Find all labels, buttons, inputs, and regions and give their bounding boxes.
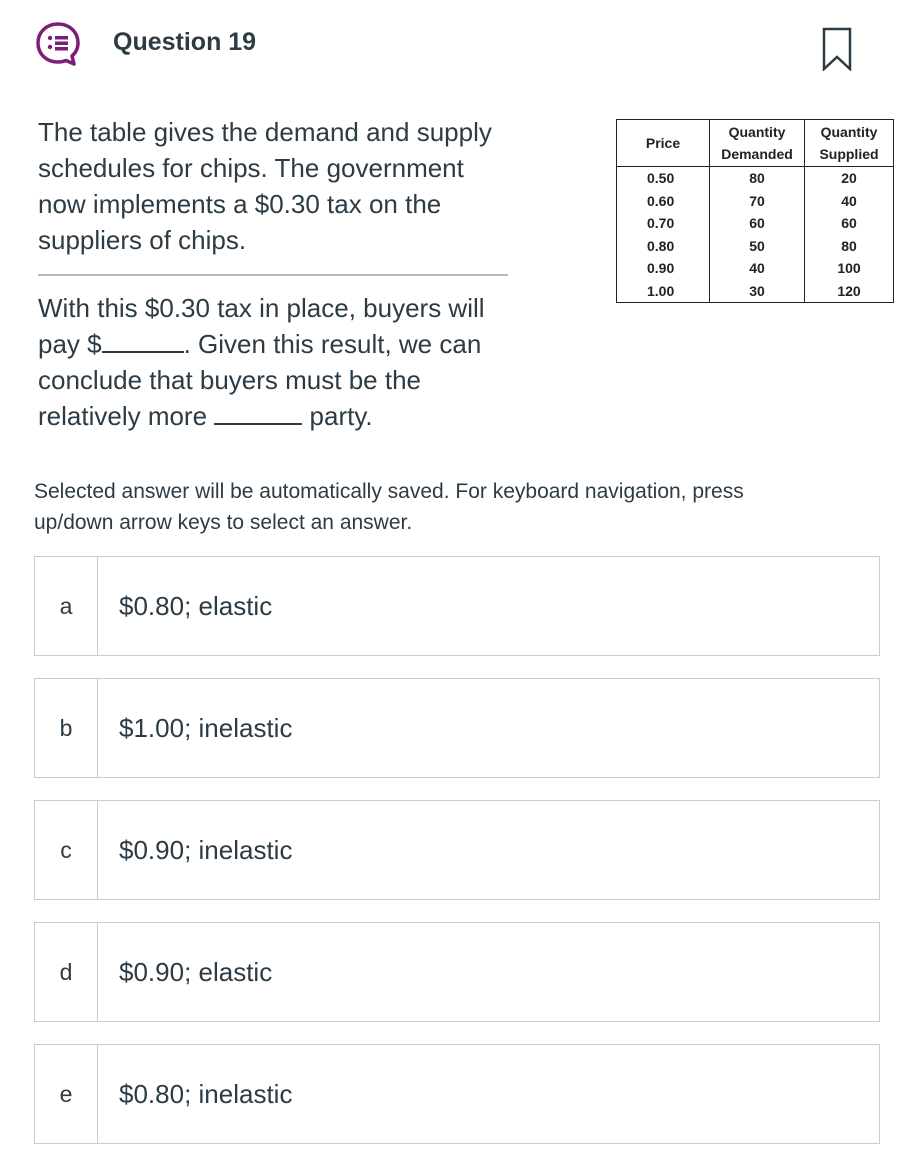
price-cell: 0.60: [617, 190, 710, 213]
answer-instructions: Selected answer will be automatically saved. For keyboard navigation, press up/down arrow keys to select an answer.: [34, 480, 744, 534]
answer-option-c[interactable]: [34, 800, 880, 900]
quantity-demanded-cell: 80: [710, 167, 805, 190]
quantity-supplied-cell: 60: [805, 212, 894, 235]
quantity-demanded-header: Quantity Demanded: [710, 120, 805, 167]
prompt-question-part3: party.: [302, 401, 373, 431]
quantity-demanded-cell: 60: [710, 212, 805, 235]
option-letter: a: [35, 557, 98, 655]
price-cell: 0.70: [617, 212, 710, 235]
prompt-question-part2: . Given this result, we can conclude that buyers must be the relatively more: [38, 329, 482, 431]
price-cell: 0.90: [617, 257, 710, 280]
table-row: [617, 280, 894, 303]
question-prompt: [38, 114, 518, 434]
prompt-question-part1: With this $0.30 tax in place, buyers will pay $: [38, 293, 485, 359]
question-title: Question 19: [113, 28, 257, 56]
question-header: [0, 0, 916, 90]
option-letter: e: [35, 1045, 98, 1143]
table-row: [617, 257, 894, 280]
quantity-demanded-cell: 70: [710, 190, 805, 213]
quantity-supplied-cell: 80: [805, 235, 894, 258]
quantity-supplied-cell: 100: [805, 257, 894, 280]
quantity-supplied-cell: 40: [805, 190, 894, 213]
answer-option-a[interactable]: [34, 556, 880, 656]
answer-option-d[interactable]: [34, 922, 880, 1022]
table-row: [617, 190, 894, 213]
bookmark-icon[interactable]: [822, 27, 852, 71]
quantity-demanded-cell: 50: [710, 235, 805, 258]
question-list-icon: [36, 22, 80, 66]
answer-blank-1: [102, 331, 184, 353]
option-text: $0.80; inelastic: [119, 1078, 293, 1109]
quantity-demanded-cell: 30: [710, 280, 805, 303]
quantity-supplied-cell: 20: [805, 167, 894, 190]
supply-demand-table: [616, 119, 894, 303]
table-row: [617, 167, 894, 190]
option-letter: d: [35, 923, 98, 1021]
prompt-question: [38, 290, 518, 434]
prompt-intro: The table gives the demand and supply schedules for chips. The government now implements a $0.30 tax on the suppliers of chips.: [38, 117, 492, 255]
table-row: [617, 212, 894, 235]
price-header: Price: [617, 120, 710, 167]
option-text: $1.00; inelastic: [119, 712, 293, 743]
answer-option-b[interactable]: [34, 678, 880, 778]
table-row: [617, 235, 894, 258]
quantity-supplied-header: Quantity Supplied: [805, 120, 894, 167]
answer-option-e[interactable]: [34, 1044, 880, 1144]
option-text: $0.80; elastic: [119, 590, 273, 621]
option-text: $0.90; inelastic: [119, 834, 293, 865]
answer-options: [34, 556, 880, 1166]
quantity-supplied-cell: 120: [805, 280, 894, 303]
table-header-row: [617, 120, 894, 167]
quantity-demanded-cell: 40: [710, 257, 805, 280]
prompt-divider: [38, 274, 508, 276]
option-text: $0.90; elastic: [119, 956, 273, 987]
price-cell: 1.00: [617, 280, 710, 303]
option-letter: c: [35, 801, 98, 899]
price-cell: 0.50: [617, 167, 710, 190]
price-cell: 0.80: [617, 235, 710, 258]
answer-blank-2: [214, 403, 302, 425]
option-letter: b: [35, 679, 98, 777]
